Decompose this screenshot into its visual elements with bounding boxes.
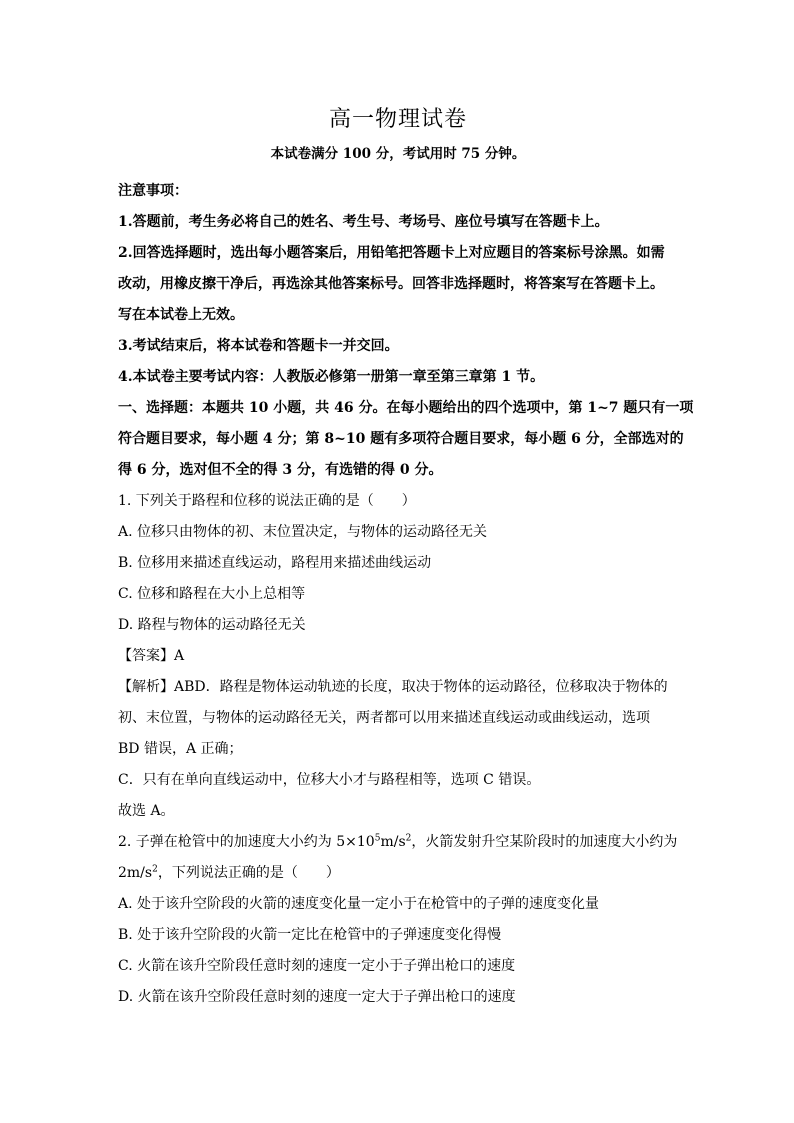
- stem-exponent: 2: [405, 833, 412, 844]
- answer-value: A: [174, 648, 185, 664]
- analysis-line: C．只有在单向直线运动中，位移大小才与路程相等，选项 C 错误。: [118, 772, 541, 788]
- option-c: C. 位移和路程在大小上总相等: [118, 586, 306, 602]
- stem-part: ，下列说法正确的是（ ）: [157, 865, 340, 881]
- option-c: C. 火箭在该升空阶段任意时刻的速度一定小于子弹出枪口的速度: [118, 958, 516, 974]
- option-b: B. 处于该升空阶段的火箭一定比在枪管中的子弹速度变化得慢: [118, 927, 502, 943]
- notes-section: [118, 176, 678, 393]
- stem-part: m/s: [380, 834, 406, 850]
- note-item: 4.本试卷主要考试内容：人教版必修第一册第一章至第三章第 1 节。: [118, 369, 545, 385]
- question-stem: [118, 827, 678, 858]
- analysis-line: 故选 A。: [118, 803, 175, 819]
- notes-heading: 注意事项：: [118, 183, 188, 199]
- stem-part: ，火箭发射升空某阶段时的加速度大小约为: [411, 834, 678, 850]
- stem-exponent: 5: [374, 833, 381, 844]
- exam-subtitle: 本试卷满分 100 分，考试用时 75 分钟。: [270, 146, 526, 162]
- option-a: A. 位移只由物体的初、末位置决定，与物体的运动路径无关: [118, 524, 488, 540]
- answer-tag: 【答案】: [118, 648, 174, 664]
- analysis-line: 初、末位置，与物体的运动路径无关，两者都可以用来描述直线运动或曲线运动，选项: [118, 710, 650, 726]
- exam-page: [118, 106, 694, 1013]
- note-item: 3.考试结束后，将本试卷和答题卡一并交回。: [118, 338, 399, 354]
- answer-line: [118, 641, 678, 672]
- section-line: 得 6 分，选对但不全的得 3 分，有选错的得 0 分。: [118, 462, 443, 478]
- section-instructions: [118, 393, 694, 486]
- note-item: 改动，用橡皮擦干净后，再选涂其他答案标号。回答非选择题时，将答案写在答题卡上。: [118, 276, 664, 292]
- question-1: [118, 486, 678, 827]
- analysis-line: BD 错误，A 正确；: [118, 741, 243, 757]
- option-d: D. 火箭在该升空阶段任意时刻的速度一定大于子弹出枪口的速度: [118, 989, 516, 1005]
- question-2: [118, 827, 678, 1013]
- analysis-text: ABD．路程是物体运动轨迹的长度，取决于物体的运动路径，位移取决于物体的: [174, 679, 668, 695]
- option-a: A. 处于该升空阶段的火箭的速度变化量一定小于在枪管中的子弹的速度变化量: [118, 896, 600, 912]
- exam-title: 高一物理试卷: [328, 107, 467, 132]
- note-item: 写在本试卷上无效。: [118, 307, 244, 323]
- section-line: 符合题目要求，每小题 4 分；第 8~10 题有多项符合题目要求，每小题 6 分，全部选对的: [118, 431, 684, 447]
- question-stem: 1. 下列关于路程和位移的说法正确的是（ ）: [118, 493, 416, 509]
- option-b: B. 位移用来描述直线运动，路程用来描述曲线运动: [118, 555, 432, 571]
- stem-part: 2. 子弹在枪管中的加速度大小约为 5×10: [118, 834, 375, 850]
- note-item: 1.答题前，考生务必将自己的姓名、考生号、考场号、座位号填写在答题卡上。: [118, 214, 609, 230]
- analysis-tag: 【解析】: [118, 679, 174, 695]
- stem-part: 2m/s: [118, 865, 153, 881]
- analysis-line: [118, 672, 678, 703]
- question-stem-continued: [118, 858, 678, 889]
- stem-exponent: 2: [152, 864, 158, 875]
- note-item: 2.回答选择题时，选出每小题答案后，用铅笔把答题卡上对应题目的答案标号涂黑。如需: [118, 245, 665, 261]
- section-line: 一、选择题：本题共 10 小题，共 46 分。在每小题给出的四个选项中，第 1~7 题只有一项: [118, 400, 694, 416]
- option-d: D. 路程与物体的运动路径无关: [118, 617, 306, 633]
